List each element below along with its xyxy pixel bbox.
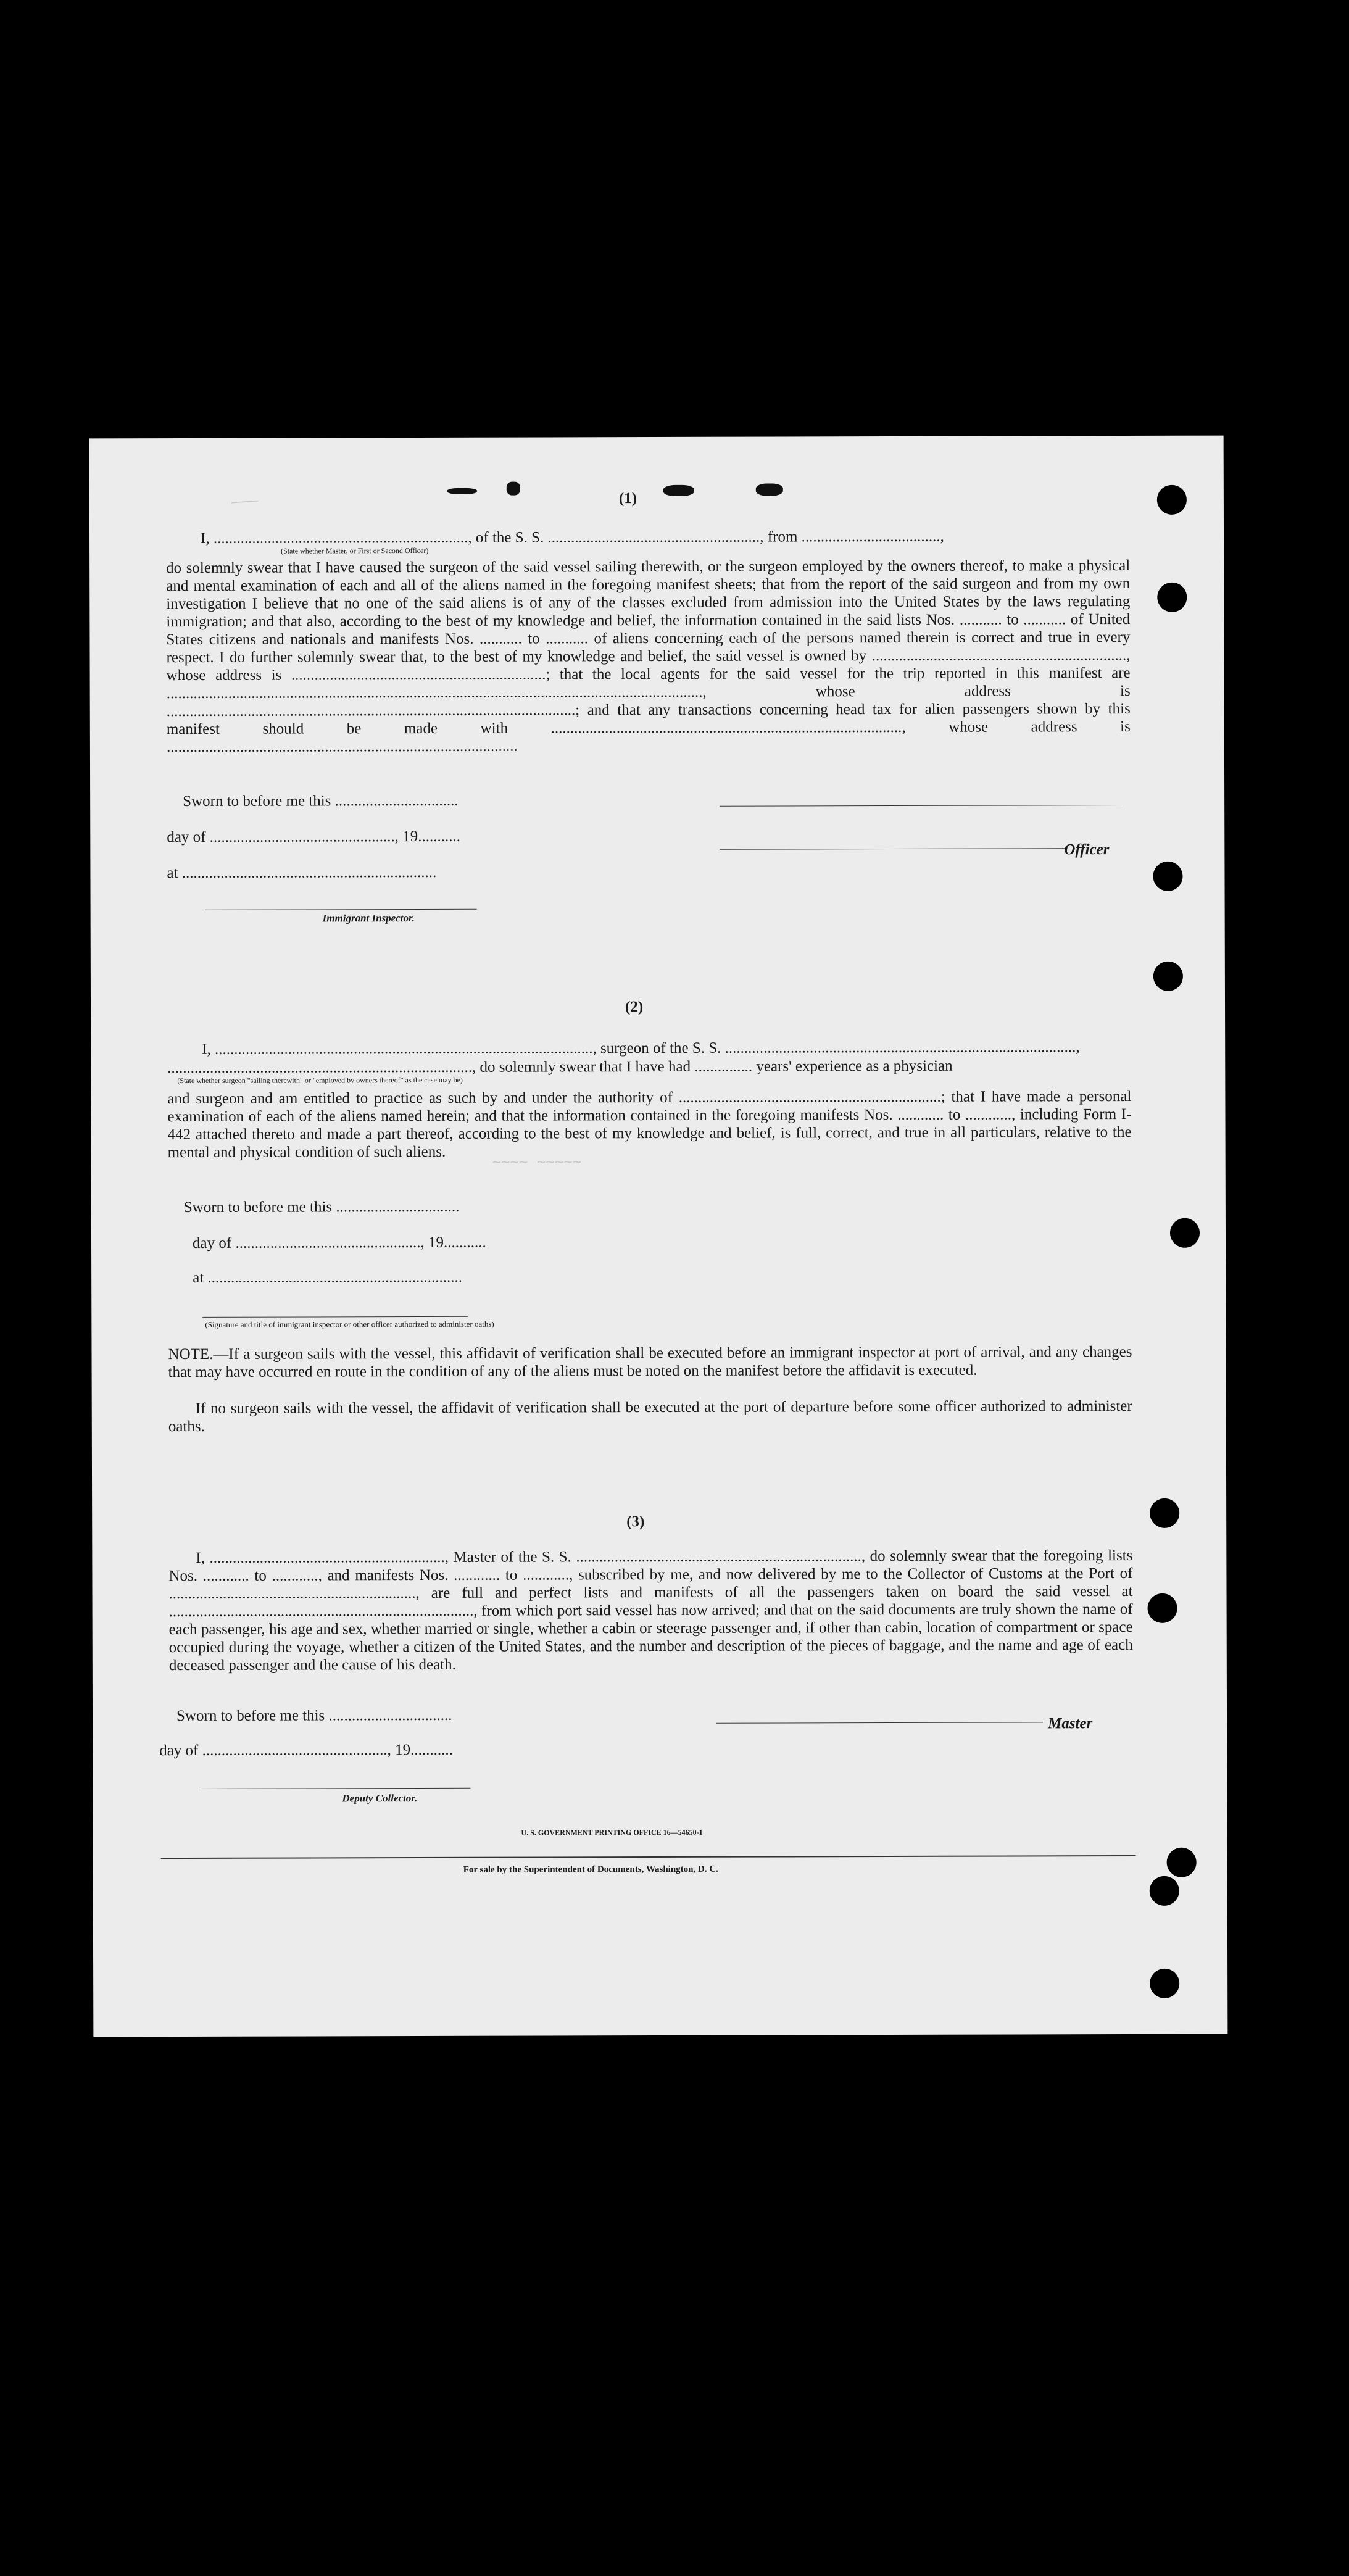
footer-text: For sale by the Superintendent of Documents, Washington, D. C. <box>463 1864 718 1875</box>
section-2-at: at .................................................................. <box>193 1268 463 1286</box>
section-2-sworn: Sworn to before me this ................................ <box>183 1198 460 1216</box>
punch-hole <box>1153 862 1182 891</box>
section-1-sworn: Sworn to before me this ................................ <box>183 792 459 810</box>
punch-hole <box>1150 1876 1179 1906</box>
punch-hole <box>1167 1848 1197 1877</box>
section-3-number: (3) <box>626 1513 645 1531</box>
signature-line <box>199 1788 470 1789</box>
bleed-through-text: ~~~~ ~~~~~ <box>492 1153 582 1171</box>
signature-line <box>202 1316 468 1318</box>
punch-hole <box>1150 1969 1179 1998</box>
section-1-first-line: I, .................................................................., of the S. S. ......................................................., from ...................................., <box>201 528 944 547</box>
section-2-first-line: I, .................................................................................................., surgeon of the S. S. ..........................................................................................., <box>202 1039 1080 1058</box>
ink-stain <box>663 485 694 496</box>
ink-stain <box>447 488 477 494</box>
punch-hole <box>1157 485 1187 515</box>
section-3-body: I, ............................................................., Master of the S. S. .........................................................................., do solemnly swear that the foregoing lists Nos. ............ to ............, and manifests Nos. ............ to ............, subscribed by me, and now delivered by me to the Collector of Customs at the Port of ................................................................, are full and perfect lists and manifests of all the passengers taken on board the said vessel at ..............................................................................., from which port said vessel has now arrived; and that on the said documents are truly shown the name of each passenger, his age and sex, whether married or single, whether a cabin or steerage passenger and, if other than cabin, location of compartment or space occupied during the voyage, whether a citizen of the United States, and the number and description of the pieces of baggage, and the name and age of each deceased passenger and the cause of his death. <box>168 1547 1133 1674</box>
bleed-through-text: ——— <box>230 491 259 511</box>
section-2-day: day of ................................................, 19........... <box>192 1234 486 1252</box>
section-2-second-line: ..............................................................................., do solemnly swear that I have had ............... years' experience as a physician <box>167 1057 953 1077</box>
section-1-day: day of ................................................, 19........... <box>167 828 461 846</box>
signature-line <box>716 1722 1043 1723</box>
signature-line <box>205 909 477 910</box>
section-1-number: (1) <box>618 490 637 507</box>
punch-hole <box>1170 1218 1200 1248</box>
footer-rule <box>161 1855 1136 1859</box>
deputy-collector-label: Deputy Collector. <box>342 1792 418 1805</box>
section-1-at: at .................................................................. <box>167 863 437 882</box>
master-label: Master <box>1048 1715 1093 1732</box>
immigrant-inspector-label: Immigrant Inspector. <box>322 912 415 924</box>
printer-line: U. S. GOVERNMENT PRINTING OFFICE 16—54650-1 <box>521 1827 703 1837</box>
punch-hole <box>1148 1593 1177 1623</box>
punch-hole <box>1153 962 1183 991</box>
punch-hole <box>1150 1498 1179 1528</box>
note-paragraph-2: If no surgeon sails with the vessel, the affidavit of verification shall be executed at the port of departure before some officer authorized to administer oaths. <box>168 1397 1132 1435</box>
section-2-body: and surgeon and am entitled to practice as such by and under the authority of ....................................................................; that I have made a personal examination of each of the aliens named herein; and that the information contained in the foregoing manifests Nos. ............ to ............, including Form I-442 attached thereto and made a part thereof, according to the best of my knowledge and belief, is full, correct, and true in all particulars, relative to the mental and physical condition of such aliens. <box>167 1087 1132 1161</box>
section-3-day: day of ................................................, 19........... <box>159 1741 453 1760</box>
punch-hole <box>1157 583 1187 612</box>
note-paragraph: NOTE.—If a surgeon sails with the vessel, this affidavit of verification shall be executed before an immigrant inspector at port of arrival, and any changes that may have occurred en route in the condition of any of the aliens must be noted on the manifest before the affidavit is executed. <box>168 1343 1132 1381</box>
signature-line <box>720 848 1065 849</box>
document-page <box>89 436 1228 2037</box>
signature-line <box>720 805 1121 807</box>
ink-stain <box>756 483 783 496</box>
section-1-body: do solemnly swear that I have caused the surgeon of the said vessel sailing therewith, or the surgeon employed by the owners thereof, to make a physical and mental examination of each and all of the aliens named in the foregoing manifest sheets; that from the report of the said surgeon and from my own investigation I believe that no one of the said aliens is of any of the classes excluded from admission into the United States by the laws regulating immigration; and that also, according to the best of my knowledge and belief, the information contained in the said lists Nos. ........... to ........... of United States citizens and nationals and manifests Nos. ........... to ........... of aliens concerning each of the persons named therein is correct and true in every respect. I do further solemnly swear that, to the best of my knowledge and belief, the said vessel is owned by .................................................................., whose address is ..................................................................; that the local agents for the said vessel for the trip reported in this manifest are ..........................................................................................................................................., whose address is ..........................................................................................................; and that any transactions concerning head tax for alien passengers shown by this manifest should be made with ..........................................................................................., whose address is ........................................................................................... <box>166 557 1131 756</box>
ink-stain <box>507 482 520 496</box>
section-1-caption: (State whether Master, or First or Second Officer) <box>281 546 429 555</box>
officer-label: Officer <box>1064 841 1110 858</box>
section-2-number: (2) <box>625 999 644 1016</box>
section-2-signature-caption: (Signature and title of immigrant inspector or other officer authorized to administer oaths) <box>205 1319 494 1329</box>
section-2-caption: (State whether surgeon "sailing therewith" or "employed by owners thereof" as the case may be) <box>177 1075 463 1086</box>
section-3-sworn: Sworn to before me this ................................ <box>176 1706 452 1725</box>
